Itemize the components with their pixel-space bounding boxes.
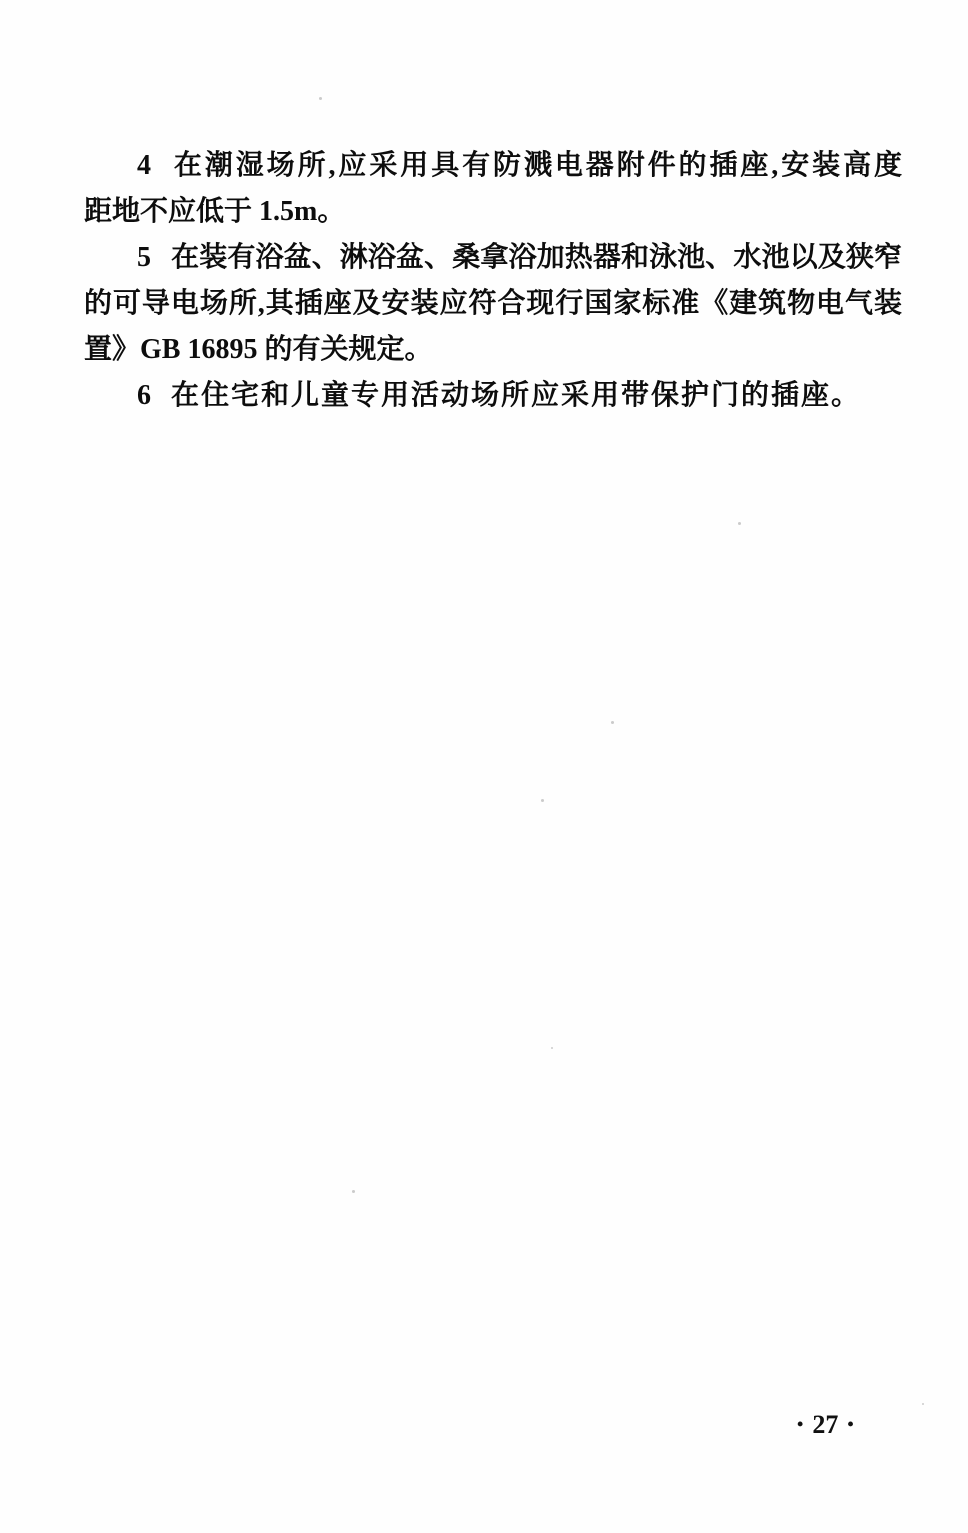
scan-speckle bbox=[738, 522, 741, 525]
footer-right-dot: • bbox=[847, 1414, 854, 1434]
scan-speckle bbox=[551, 1047, 553, 1049]
clause-4-line-1 bbox=[84, 143, 902, 189]
clause-6-number: 6 bbox=[137, 380, 151, 411]
page-number bbox=[788, 1410, 863, 1440]
scan-speckle bbox=[541, 799, 544, 802]
clause-6-text-1: 在住宅和儿童专用活动场所应采用带保护门的插座。 bbox=[171, 380, 862, 411]
footer-left-dot: • bbox=[797, 1414, 804, 1434]
clause-5-number: 5 bbox=[137, 242, 151, 273]
scan-speckle bbox=[319, 97, 322, 100]
scan-speckle bbox=[352, 1190, 355, 1193]
clause-4 bbox=[84, 143, 902, 235]
clause-6-line-1 bbox=[84, 373, 902, 419]
clause-text-block bbox=[84, 143, 902, 419]
clause-5-text-1: 在装有浴盆、淋浴盆、桑拿浴加热器和泳池、水池以及狭窄 bbox=[171, 242, 902, 273]
clause-4-text-1: 在潮湿场所,应采用具有防溅电器附件的插座,安装高度 bbox=[171, 150, 902, 181]
footer-page-number: 27 bbox=[812, 1410, 839, 1439]
clause-4-line-2: 距地不应低于 1.5m。 bbox=[84, 196, 346, 227]
scan-speckle bbox=[611, 721, 614, 724]
clause-5-line-2: 的可导电场所,其插座及安装应符合现行国家标准《建筑物电气装 bbox=[84, 288, 902, 319]
clause-5 bbox=[84, 235, 902, 373]
scan-speckle bbox=[922, 1403, 924, 1405]
clause-5-line-3: 置》GB 16895 的有关规定。 bbox=[84, 334, 433, 365]
clause-6 bbox=[84, 373, 902, 419]
clause-5-line-1 bbox=[84, 235, 902, 281]
clause-4-number: 4 bbox=[137, 150, 151, 181]
